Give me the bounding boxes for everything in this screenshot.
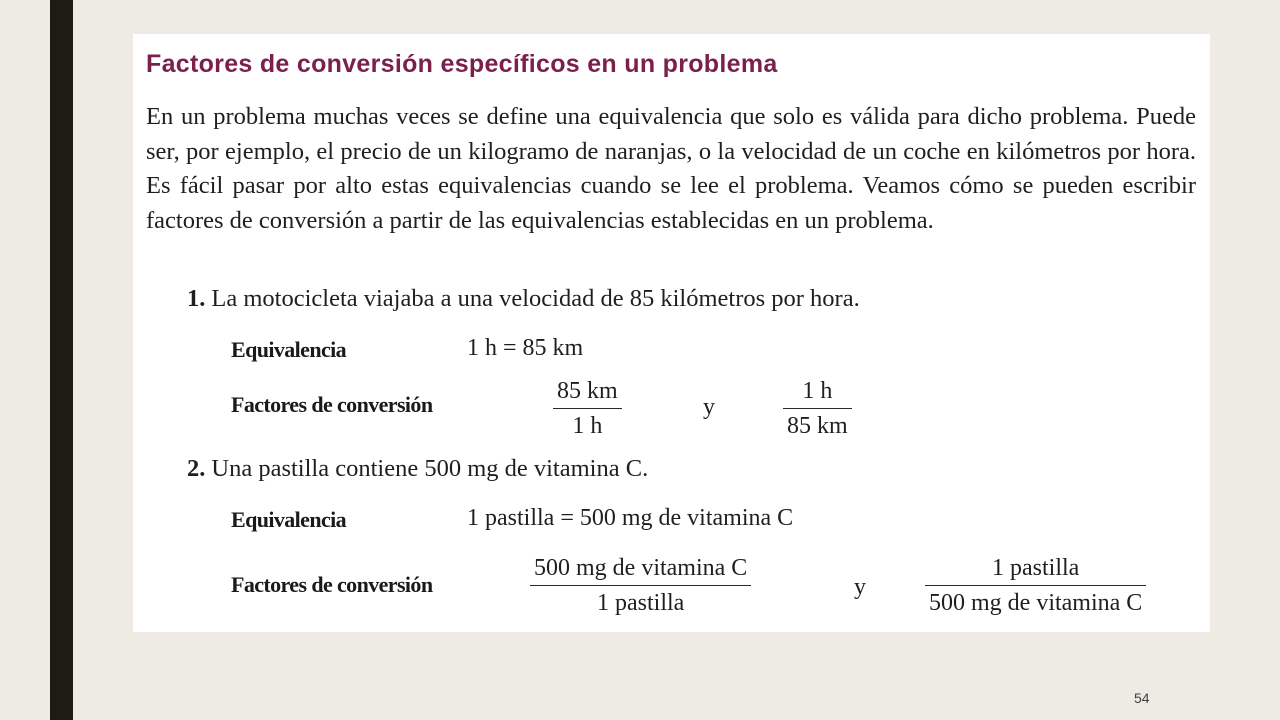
item-1-factor-2-denominator: 85 km (787, 413, 848, 439)
item-2-factor-2-numerator: 1 pastilla (991, 555, 1080, 581)
item-2-equivalence-label: Equivalencia (231, 507, 347, 532)
textbook-excerpt-image (133, 34, 1210, 632)
item-2-number: 2. (187, 455, 206, 482)
item-1-text: La motocicleta viajaba a una velocidad de 85 kilómetros por hora. (211, 285, 860, 312)
slide-number: 54 (1134, 690, 1150, 706)
item-1-factor-1-numerator: 85 km (557, 378, 618, 404)
item-2-statement (187, 455, 648, 483)
slide-accent-bar (50, 0, 73, 720)
item-2-factor-1-denominator: 1 pastilla (596, 590, 685, 616)
item-1-factor-1 (553, 374, 622, 443)
intro-paragraph: En un problema muchas veces se define una equivalencia que solo es válida para dicho problema. Puede ser, por ejemplo, el precio de un kilogramo de naranjas, o la velocidad de un coche en kilómetros por hora. Es fácil pasar por alto estas equivalencias cuando se lee el problema. Veamos cómo se pueden escribir factores de conversión a partir de las equivalencias establecidas en un problema. (146, 103, 1196, 234)
item-2-conjunction: y (854, 574, 866, 600)
item-2-equivalence-value: 1 pastilla = 500 mg de vitamina C (467, 505, 794, 531)
item-1-equivalence-value: 1 h = 85 km (467, 335, 584, 361)
item-1-number: 1. (187, 285, 206, 312)
item-1-equivalence-label: Equivalencia (231, 337, 347, 362)
item-2-factor-1 (530, 551, 751, 620)
item-2-factor-2-denominator: 500 mg de vitamina C (929, 590, 1143, 616)
item-1-factor-2 (783, 374, 852, 443)
item-2-factors-label: Factores de conversión (231, 572, 433, 597)
section-heading: Factores de conversión específicos en un problema (146, 50, 778, 78)
item-2-factor-1-numerator: 500 mg de vitamina C (534, 555, 748, 581)
item-1-statement (187, 285, 860, 313)
item-1-conjunction: y (703, 394, 715, 420)
item-1-factor-1-denominator: 1 h (572, 413, 603, 439)
item-2-text: Una pastilla contiene 500 mg de vitamina C. (211, 455, 649, 482)
item-1-factor-2-numerator: 1 h (802, 378, 833, 404)
item-2-factor-2 (925, 551, 1146, 620)
item-1-factors-label: Factores de conversión (231, 392, 433, 417)
